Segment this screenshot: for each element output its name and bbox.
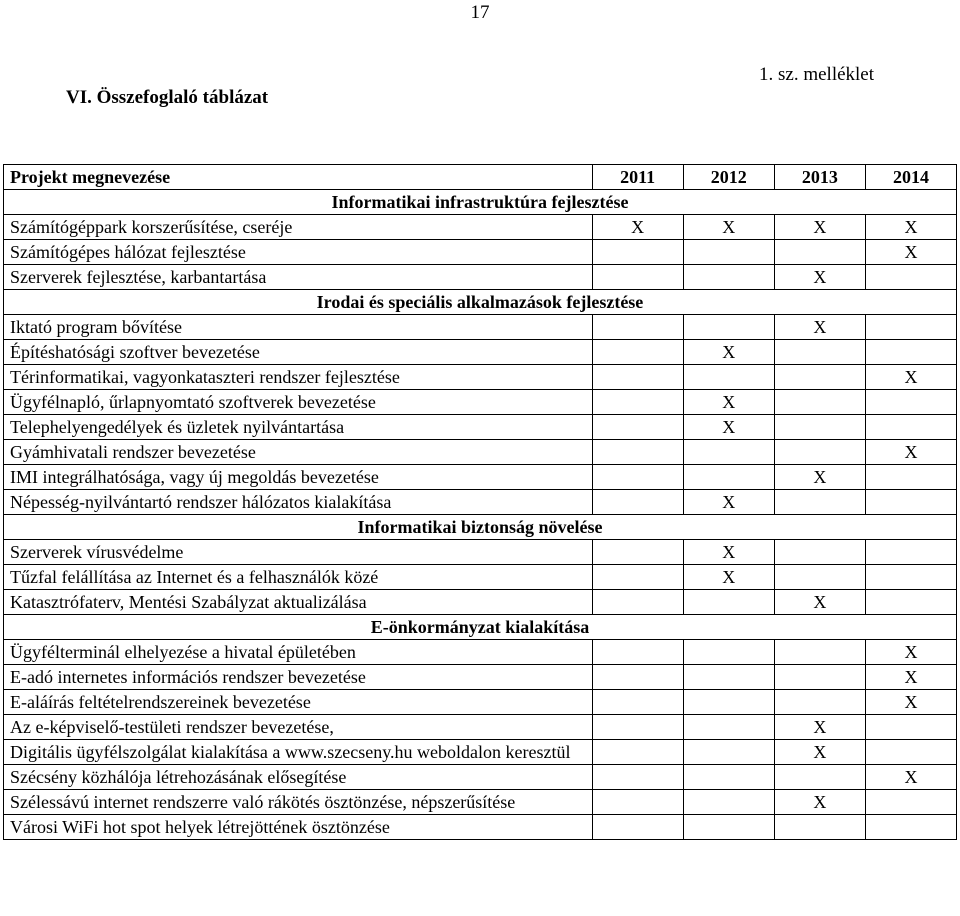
year-mark: X <box>774 790 865 815</box>
project-name: IMI integrálhatósága, vagy új megoldás bevezetése <box>4 465 593 490</box>
year-mark: X <box>865 690 956 715</box>
project-name: Szécsény közhálója létrehozásának elősegítése <box>4 765 593 790</box>
year-mark <box>683 465 774 490</box>
year-mark <box>774 440 865 465</box>
project-name: Katasztrófaterv, Mentési Szabályzat aktualizálása <box>4 590 593 615</box>
year-mark <box>865 390 956 415</box>
year-mark <box>774 565 865 590</box>
year-mark <box>683 665 774 690</box>
year-mark <box>683 640 774 665</box>
year-mark: X <box>683 540 774 565</box>
header-year: 2013 <box>774 165 865 190</box>
year-mark <box>683 265 774 290</box>
year-mark <box>683 315 774 340</box>
project-name: Tűzfal felállítása az Internet és a felhasználók közé <box>4 565 593 590</box>
year-mark <box>774 490 865 515</box>
year-mark <box>683 365 774 390</box>
year-mark <box>683 740 774 765</box>
table-row <box>4 640 957 665</box>
project-name: Szerverek fejlesztése, karbantartása <box>4 265 593 290</box>
table-row <box>4 465 957 490</box>
year-mark <box>865 540 956 565</box>
project-name: E-aláírás feltételrendszereinek bevezetése <box>4 690 593 715</box>
year-mark <box>865 790 956 815</box>
year-mark <box>774 415 865 440</box>
section-title: VI. Összefoglaló táblázat <box>66 87 269 108</box>
year-mark: X <box>774 590 865 615</box>
group-header-row <box>4 190 957 215</box>
table-row <box>4 765 957 790</box>
table-row <box>4 440 957 465</box>
table-row <box>4 365 957 390</box>
group-title: Informatikai infrastruktúra fejlesztése <box>4 190 957 215</box>
table-row <box>4 215 957 240</box>
project-name: Telephelyengedélyek és üzletek nyilvántartása <box>4 415 593 440</box>
project-name: Szerverek vírusvédelme <box>4 540 593 565</box>
year-mark <box>865 315 956 340</box>
project-name: E-adó internetes információs rendszer bevezetése <box>4 665 593 690</box>
header-year: 2014 <box>865 165 956 190</box>
page-number: 17 <box>470 2 490 23</box>
year-mark: X <box>865 765 956 790</box>
group-title: Irodai és speciális alkalmazások fejlesztése <box>4 290 957 315</box>
table-header-row <box>4 165 957 190</box>
year-mark <box>865 815 956 840</box>
year-mark <box>592 590 683 615</box>
group-header-row <box>4 615 957 640</box>
year-mark <box>774 390 865 415</box>
year-mark <box>683 440 774 465</box>
year-mark <box>865 415 956 440</box>
year-mark <box>865 715 956 740</box>
project-name: Városi WiFi hot spot helyek létrejöttének ösztönzése <box>4 815 593 840</box>
year-mark <box>865 265 956 290</box>
table-row <box>4 690 957 715</box>
project-name: Ügyfélterminál elhelyezése a hivatal épületében <box>4 640 593 665</box>
year-mark <box>774 365 865 390</box>
year-mark <box>865 740 956 765</box>
year-mark <box>683 765 774 790</box>
table-row <box>4 715 957 740</box>
year-mark <box>592 440 683 465</box>
year-mark: X <box>774 315 865 340</box>
project-name: Ügyfélnapló, űrlapnyomtató szoftverek bevezetése <box>4 390 593 415</box>
year-mark <box>865 340 956 365</box>
year-mark <box>865 590 956 615</box>
year-mark: X <box>774 740 865 765</box>
year-mark <box>592 765 683 790</box>
year-mark: X <box>683 415 774 440</box>
group-header-row <box>4 515 957 540</box>
table-row <box>4 265 957 290</box>
year-mark <box>683 790 774 815</box>
year-mark: X <box>592 215 683 240</box>
table-row <box>4 815 957 840</box>
year-mark <box>592 790 683 815</box>
table-row <box>4 540 957 565</box>
table-row <box>4 590 957 615</box>
header-year: 2011 <box>592 165 683 190</box>
table-row <box>4 240 957 265</box>
table-row <box>4 415 957 440</box>
year-mark: X <box>865 665 956 690</box>
year-mark: X <box>865 640 956 665</box>
project-name: Számítógéppark korszerűsítése, cseréje <box>4 215 593 240</box>
year-mark <box>592 415 683 440</box>
year-mark: X <box>774 715 865 740</box>
year-mark: X <box>865 215 956 240</box>
year-mark <box>865 565 956 590</box>
year-mark <box>774 690 865 715</box>
year-mark <box>774 765 865 790</box>
year-mark <box>774 540 865 565</box>
table-row <box>4 740 957 765</box>
year-mark: X <box>865 365 956 390</box>
year-mark <box>774 340 865 365</box>
year-mark <box>592 565 683 590</box>
year-mark <box>592 640 683 665</box>
table-row <box>4 390 957 415</box>
year-mark <box>683 815 774 840</box>
table-row <box>4 790 957 815</box>
table-row <box>4 490 957 515</box>
year-mark <box>592 665 683 690</box>
table-row <box>4 340 957 365</box>
year-mark <box>592 340 683 365</box>
table-row <box>4 315 957 340</box>
year-mark <box>865 465 956 490</box>
annex-label: 1. sz. melléklet <box>759 64 875 85</box>
year-mark <box>683 590 774 615</box>
year-mark <box>774 665 865 690</box>
year-mark <box>592 715 683 740</box>
project-name: Építéshatósági szoftver bevezetése <box>4 340 593 365</box>
project-name: Népesség-nyilvántartó rendszer hálózatos kialakítása <box>4 490 593 515</box>
year-mark: X <box>774 465 865 490</box>
year-mark: X <box>774 215 865 240</box>
table-row <box>4 665 957 690</box>
year-mark <box>592 740 683 765</box>
project-name: Iktató program bővítése <box>4 315 593 340</box>
year-mark <box>592 465 683 490</box>
year-mark <box>592 540 683 565</box>
group-title: Informatikai biztonság növelése <box>4 515 957 540</box>
year-mark <box>774 815 865 840</box>
summary-table <box>3 164 957 840</box>
year-mark <box>683 690 774 715</box>
year-mark <box>592 490 683 515</box>
year-mark: X <box>865 240 956 265</box>
year-mark <box>774 640 865 665</box>
year-mark: X <box>683 490 774 515</box>
year-mark: X <box>774 265 865 290</box>
year-mark: X <box>683 390 774 415</box>
year-mark: X <box>683 340 774 365</box>
project-name: Gyámhivatali rendszer bevezetése <box>4 440 593 465</box>
group-header-row <box>4 290 957 315</box>
year-mark <box>592 690 683 715</box>
project-name: Térinformatikai, vagyonkataszteri rendszer fejlesztése <box>4 365 593 390</box>
year-mark <box>592 315 683 340</box>
year-mark <box>774 240 865 265</box>
project-name: Szélessávú internet rendszerre való rákötés ösztönzése, népszerűsítése <box>4 790 593 815</box>
project-name: Digitális ügyfélszolgálat kialakítása a www.szecseny.hu weboldalon keresztül <box>4 740 593 765</box>
project-name: Az e-képviselő-testületi rendszer bevezetése, <box>4 715 593 740</box>
year-mark <box>592 815 683 840</box>
year-mark <box>592 265 683 290</box>
table-row <box>4 565 957 590</box>
header-year: 2012 <box>683 165 774 190</box>
year-mark: X <box>683 565 774 590</box>
year-mark <box>683 715 774 740</box>
year-mark: X <box>683 215 774 240</box>
year-mark <box>683 240 774 265</box>
project-name: Számítógépes hálózat fejlesztése <box>4 240 593 265</box>
year-mark <box>865 490 956 515</box>
header-project-name: Projekt megnevezése <box>4 165 593 190</box>
year-mark <box>592 390 683 415</box>
year-mark <box>592 365 683 390</box>
year-mark: X <box>865 440 956 465</box>
year-mark <box>592 240 683 265</box>
group-title: E-önkormányzat kialakítása <box>4 615 957 640</box>
